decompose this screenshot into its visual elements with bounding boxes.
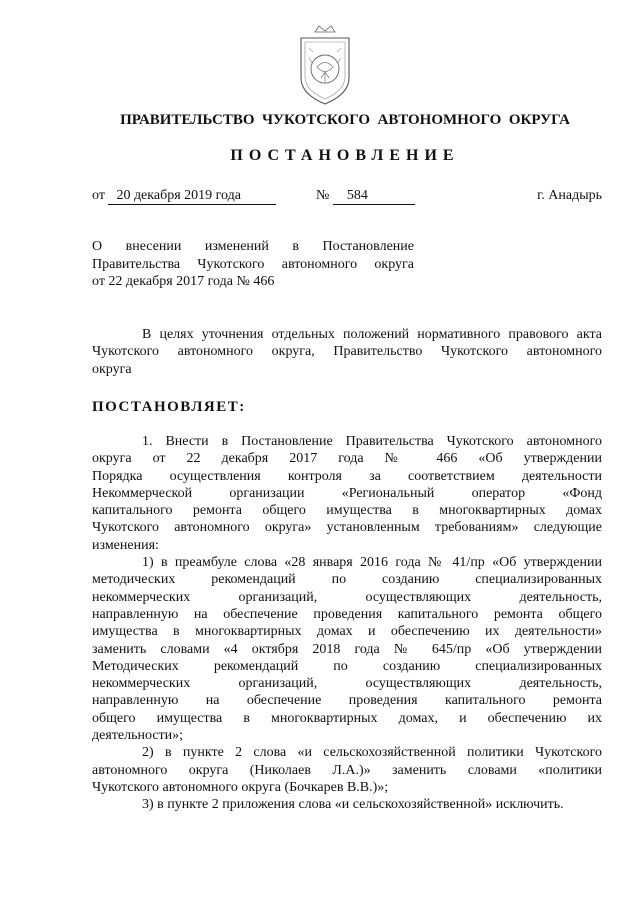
intro-line: В целях уточнения отдельных положений нормативного правового акта <box>142 327 602 342</box>
number-prefix: № <box>316 188 330 203</box>
body-line: Методических рекомендаций по созданию специализированных <box>92 658 602 674</box>
decree-city: г. Анадырь <box>537 188 602 203</box>
body-line: некоммерческих организаций, осуществляющих деятельность, <box>92 589 602 605</box>
coat-of-arms-emblem <box>295 22 355 108</box>
intro-line: округа <box>92 361 132 377</box>
intro-paragraph <box>92 326 602 378</box>
body-line: капитального ремонта общего имущества в многоквартирных домах <box>92 503 602 519</box>
decree-date-row <box>92 188 276 210</box>
government-title: ПРАВИТЕЛЬСТВО ЧУКОТСКОГО АВТОНОМНОГО ОКРУГА <box>120 112 570 128</box>
resolves-heading: ПОСТАНОВЛЯЕТ: <box>92 399 246 415</box>
body-line: 1) в преамбуле слова «28 января 2016 года № 41/пр «Об утверждении <box>142 555 602 571</box>
body-line: 1. Внести в Постановление Правительства Чукотского автономного <box>142 434 602 449</box>
intro-line: Чукотского автономного округа, Правительство Чукотского автономного <box>92 344 602 360</box>
decree-date: 20 декабря 2019 года <box>108 188 276 205</box>
subject-line: О внесении изменений в Постановление <box>92 239 414 254</box>
decree-number: 584 <box>333 188 415 205</box>
body-line: деятельности»; <box>92 728 184 744</box>
body-line: направленную на обеспечение проведения капитального ремонта <box>92 693 602 709</box>
body-line: общего имущества в многоквартирных домах, и обеспечению их <box>92 710 602 726</box>
body-line: заменить словами «4 октября 2018 года № 645/пр «Об утверждении <box>92 641 602 657</box>
decree-subject <box>92 238 414 291</box>
body-line: изменения: <box>92 537 159 553</box>
body-line: Некоммерческой организации «Региональный оператор «Фонд <box>92 485 602 501</box>
body-line: Чукотского автономного округа» установленным требованиям» следующие <box>92 520 602 536</box>
subject-line: Правительства Чукотского автономного округа <box>92 256 414 272</box>
subject-line: от 22 декабря 2017 года № 466 <box>92 274 275 289</box>
body-line: имущества в многоквартирных домах и обеспечению их деятельности» <box>92 624 602 640</box>
decree-number-row <box>316 188 415 210</box>
date-prefix: от <box>92 188 105 203</box>
body-line: автономного округа (Николаев Л.А.)» заменить словами «политики <box>92 762 602 778</box>
body-line: некоммерческих организаций, осуществляющих деятельность, <box>92 676 602 692</box>
body-line: направленную на обеспечение проведения капитального ремонта общего <box>92 606 602 622</box>
body-line: Чукотского автономного округа (Бочкарев В.В.)»; <box>92 779 389 795</box>
body-line: Порядка осуществления контроля за соответствием деятельности <box>92 468 602 484</box>
body-line: методических рекомендаций по созданию специализированных <box>92 572 602 588</box>
body-line: 2) в пункте 2 слова «и сельскохозяйственной политики Чукотского <box>142 745 602 761</box>
decree-type-title: ПОСТАНОВЛЕНИЕ <box>230 147 460 164</box>
body-line: 3) в пункте 2 приложения слова «и сельскохозяйственной» исключить. <box>142 797 564 813</box>
body-line: округа от 22 декабря 2017 года № 466 «Об утверждении <box>92 451 602 467</box>
decree-body <box>92 433 602 814</box>
